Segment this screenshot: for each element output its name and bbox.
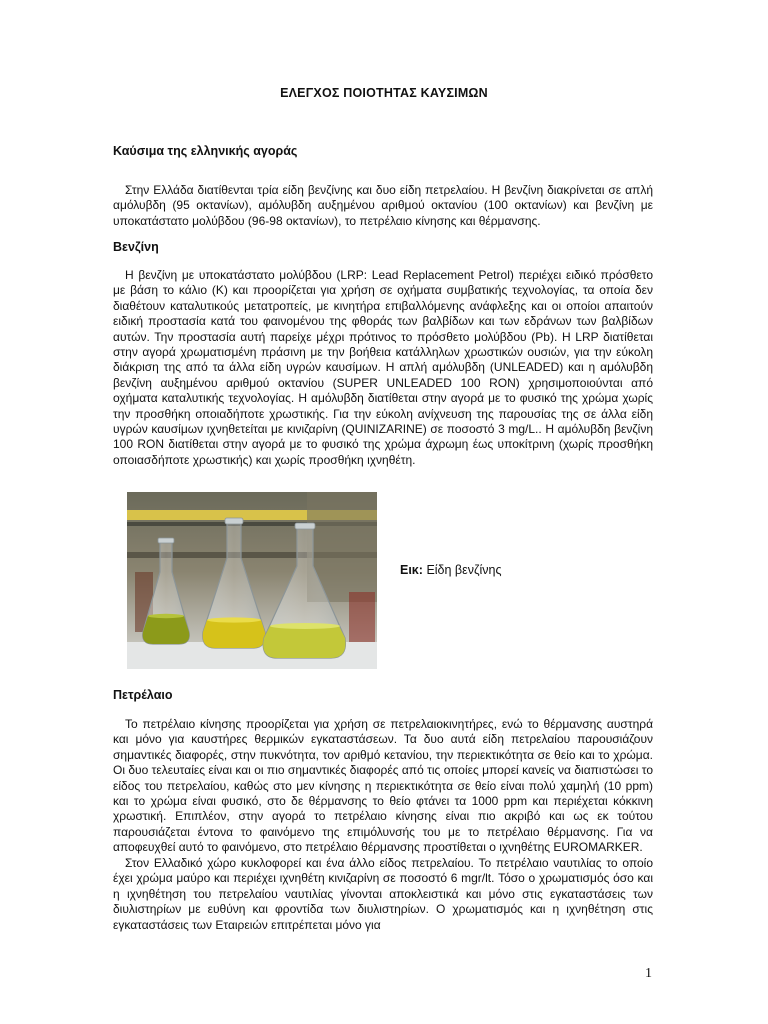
- document-title: ΕΛΕΓΧΟΣ ΠΟΙΟΤΗΤΑΣ ΚΑΥΣΙΜΩΝ: [280, 86, 488, 100]
- page-number: 1: [645, 966, 652, 981]
- section-heading-gasoline: Βενζίνη: [113, 240, 159, 254]
- paragraph-marine-diesel: Στον Ελλαδικό χώρο κυκλοφορεί και ένα άλλο είδος πετρελαίου. Το πετρέλαιο ναυτιλίας το οποίο έχει χρώμα μαύρο και περιέχει ιχνηθέτη κινιζαρίνη σε ποσοστό 6 mgr/lt. Τόσο ο χρωματισμός όσο και η ιχνηθέτηση του πετρελαίου ναυτιλίας γίνονται αποκλειστικά και μόνο στις εγκαταστάσεις των διυλιστηρίων με ευθύνη και φροντίδα των διυλιστηρίων. Ο χρωματισμός και η ιχνηθέτηση στις εγκαταστάσεις των Εταιρειών επιτρέπεται μόνο για: [113, 856, 653, 932]
- figure-caption-text: Είδη βενζίνης: [426, 563, 502, 577]
- section-heading-diesel: Πετρέλαιο: [113, 688, 173, 702]
- gasoline-flasks-photo: [127, 492, 377, 669]
- figure-caption-label: Εικ:: [400, 563, 423, 577]
- paragraph-diesel-types: Το πετρέλαιο κίνησης προορίζεται για χρήση σε πετρελαιοκινητήρες, ενώ το θέρμανσης αυστηρά και μόνο για καυστήρες θερμικών εγκαταστάσεων. Τα δυο αυτά είδη πετρελαίου παρουσιάζουν σημαντικές διαφορές, στην πυκνότητα, τον αριθμό κετανίου, την περιεκτικότητα σε θείο και το χρώμα. Οι δυο τελευταίες είναι και οι πιο σημαντικές διαφορές από τις οποίες μπορεί κανείς να διαπιστώσει το είδος του πετρελαίου, καθώς στο μεν κίνησης η περιεκτικότητα σε θείο είναι πολύ χαμηλή (10 ppm) και το χρώμα είναι φυσικό, στο δε θέρμανσης το θείο φτάνει τα 1000 ppm και περιέχεται κόκκινη χρωστική. Επιπλέον, στην αγορά το πετρέλαιο κίνησης είναι πιο ακριβό και ως εκ τούτου παρουσιάζεται έντονα το φαινόμενο της επιμόλυνσής του με το πετρέλαιο θέρμανσης. Για να αποφευχθεί αυτό το φαινόμενο, στο πετρέλαιο θέρμανσης προστίθεται ο ιχνηθέτης EUROMARKER.: [113, 717, 653, 855]
- paragraph-fuel-types: Στην Ελλάδα διατίθενται τρία είδη βενζίνης και δυο είδη πετρελαίου. Η βενζίνη διακρίνεται σε απλή αμόλυβδη (95 οκτανίων), αμόλυβδη αυξημένου αριθμού οκτανίου (100 οκτανίων) και βενζίνη με υποκατάστατο μολύβδου (96-98 οκτανίων), το πετρέλαιο κίνησης και θέρμανσης.: [113, 183, 653, 228]
- figure-caption: [400, 563, 501, 577]
- paragraph-gasoline: Η βενζίνη με υποκατάστατο μολύβδου (LRP: Lead Replacement Petrol) περιέχει ειδικό πρόσθετο με βάση το κάλιο (K) και προορίζεται για χρήση σε οχήματα συμβατικής τεχνολογίας, τα οποία δεν διαθέτουν καταλυτικούς μετατροπείς, με κινητήρα επιβαλλόμενης ανάφλεξης και οι οποίοι απαιτούν ειδική προστασία κατά του φαινομένου της φθοράς των βαλβίδων και των εδράνων των βαλβίδων αυτών. Την προστασία αυτή παρείχε μέχρι πρότινος το πρόσθετο μολύβδου (Pb). Η LRP διατίθεται στην αγορά χρωματισμένη πράσινη με την βοήθεια κατάλληλων χρωστικών ουσιών, για την εύκολη διάκριση της από τα άλλα είδη υγρών καυσίμων. Η απλή αμόλυβδη (UNLEADED) και η αμόλυβδη βενζίνη αυξημένου αριθμού οκτανίου (SUPER UNLEADED 100 RON) χρησιμοποιούνται από οχήματα καταλυτικής τεχνολογίας. Η αμόλυβδη διατίθεται στην αγορά με το φυσικό της χρώμα χωρίς την προσθήκη οποιαδήποτε χρωστικής. Για την εύκολη ανίχνευση της παρουσίας της σε άλλα είδη υγρών καυσίμων ιχνηθετείται με κινιζαρίνη (QUINIZARINE) σε ποσοστό 3 mg/L.. Η αμόλυβδη βενζίνη 100 RON διατίθεται στην αγορά με το φυσικό της χρώμα άχρωμη έως υποκίτρινη (χωρίς προσθήκη οποιασδήποτε χρωστικής) και χωρίς προσθήκη ιχνηθέτη.: [113, 268, 653, 467]
- flasks-illustration: [127, 492, 377, 669]
- section-heading-greek-market-fuels: Καύσιμα της ελληνικής αγοράς: [113, 144, 298, 158]
